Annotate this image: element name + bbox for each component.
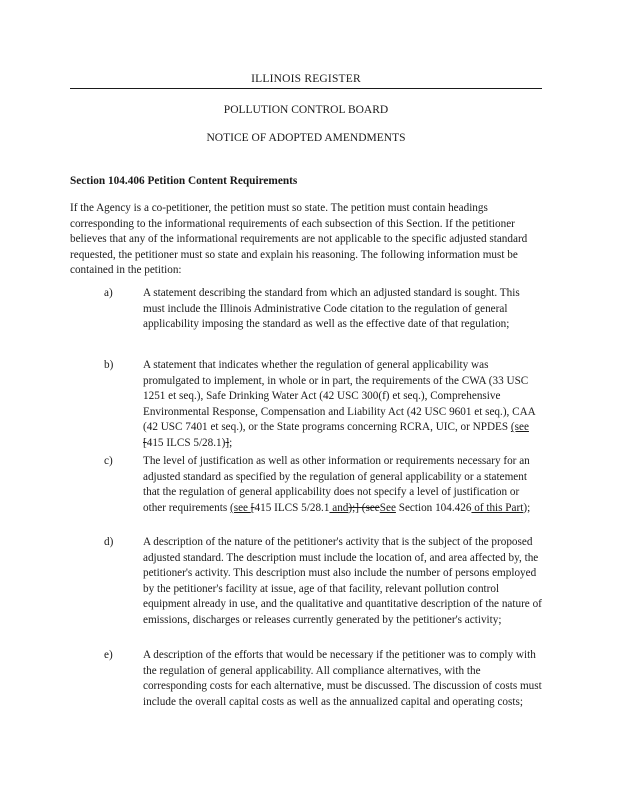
item-b-end: ;	[229, 436, 233, 449]
item-label-d: d)	[104, 536, 114, 548]
intro-paragraph: If the Agency is a co-petitioner, the petition must so state. The petition must contain headings corresponding to the informational requirements of each subsection of this Section. If the petitioner believes that any of the informational requirements are not applicable to the specific adjusted standard requested, the petitioner must so state and explain his reasoning. The following information must be contained in the petition:	[70, 202, 528, 277]
register-header: ILLINOIS REGISTER	[70, 72, 542, 89]
item-c-part: of this Part	[471, 501, 524, 514]
item-c-see-2: See	[379, 501, 396, 514]
notice-title: NOTICE OF ADOPTED AMENDMENTS	[206, 132, 406, 144]
item-b-see: (see	[510, 421, 529, 434]
item-label-a: a)	[104, 287, 113, 299]
item-c-and: and	[329, 501, 349, 514]
item-c-strike: [	[250, 501, 255, 514]
item-c-section: Section 104.426	[395, 501, 472, 514]
item-text-c	[143, 454, 544, 516]
item-c-main: The level of justification as well as other information or requirements necessary for an adjusted standard as specified by the regulation of general applicability or a statement that the regulation of general applicability does not specify a level of justification or other requirements	[143, 455, 530, 514]
item-text-b	[143, 358, 544, 452]
section-heading: Section 104.406 Petition Content Requirements	[70, 175, 298, 187]
board-title: POLLUTION CONTROL BOARD	[223, 104, 389, 116]
item-c-end: );	[523, 501, 531, 514]
item-c-strike-2: );] (see	[348, 501, 380, 514]
item-b-strike: [	[143, 436, 147, 449]
item-c-see: (see	[229, 501, 251, 514]
item-text-a: A statement describing the standard from which an adjusted standard is sought. This must include the Illinois Administrative Code citation to the regulation of general applicability imposing the standard as well as the effective date of that regulation;	[143, 287, 520, 331]
item-text-d: A description of the nature of the petitioner's activity that is the subject of the proposed adjusted standard. The description must include the location of, and area affected by, the petitioner's activity. This description must also include the number of persons employed by the petitioner's facility at issue, age of that facility, relevant pollution control equipment already in use, and the qualitative and quantitative description of the nature of emissions, discharges or releases currently generated by the petitioner's activity;	[143, 536, 542, 626]
item-c-cite: 415 ILCS 5/28.1	[254, 501, 330, 514]
item-text-e: A description of the efforts that would be necessary if the petitioner was to comply with the regulation of general applicability. All compliance alternatives, with the corresponding costs for each alternative, must be discussed. The discussion of costs must include the overall capital costs as well as the annualized capital and operating costs;	[143, 649, 542, 708]
item-label-e: e)	[104, 649, 113, 661]
item-label-c: c)	[104, 455, 113, 467]
item-label-b: b)	[104, 359, 114, 371]
item-b-main: A statement that indicates whether the regulation of general applicability was promulgated to implement, in whole or in part, the requirements of the CWA (33 USC 1251 et seq.), Safe Drinking Water Act (42 USC 300(f) et seq.), Comprehensive Environmental Response, Compensation and Liability Act (42 USC 9601 et seq.), CAA (42 USC 7401 et seq.), or the State programs concerning RCRA, UIC, or NPDES	[143, 359, 536, 434]
item-b-strike-2: ]	[225, 436, 230, 449]
item-b-cite: 415 ILCS 5/28.1)	[146, 436, 226, 449]
